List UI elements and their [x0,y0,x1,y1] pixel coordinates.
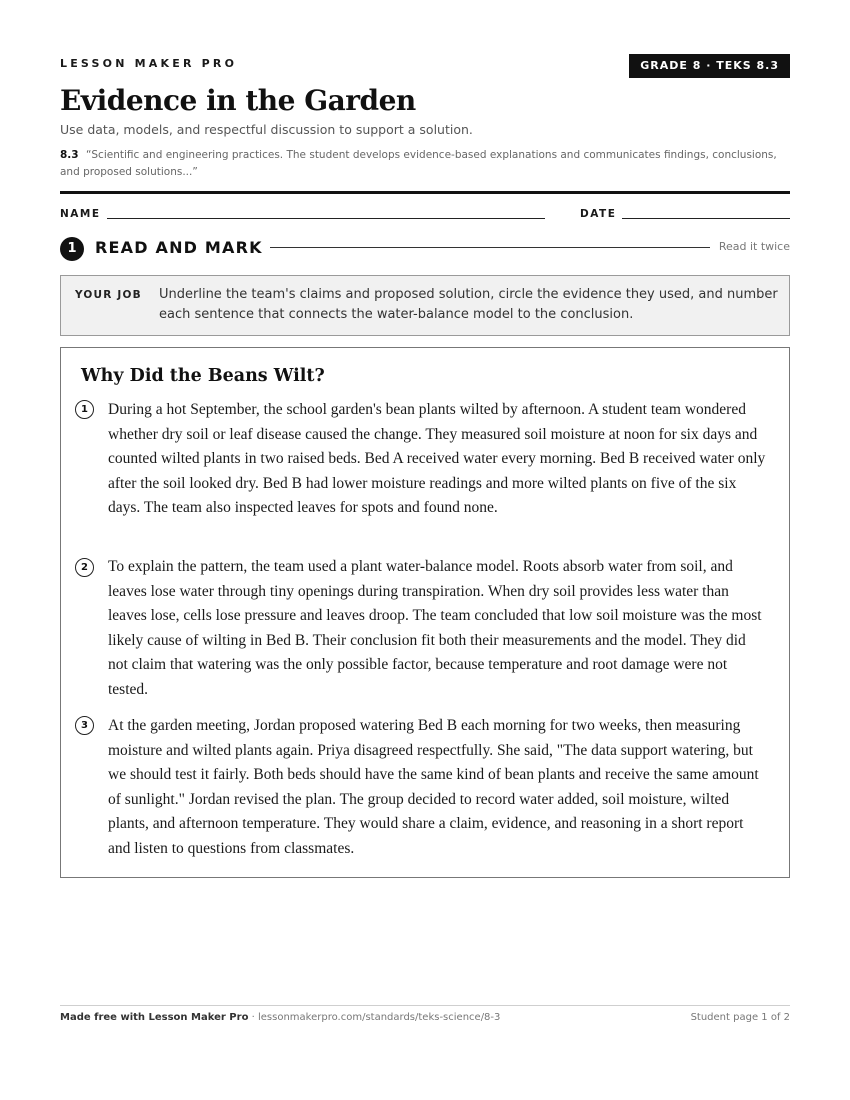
passage-paragraph: During a hot September, the school garden's bean plants wilted by afternoon. A student team wondered whether dry soil or leaf disease caused the change. They measured soil moisture at noon for six days and counted wilted plants in two raised beds. Bed A received water every morning. Bed B received water only after the soil looked dry. Bed B had lower moisture readings and more wilted plants on five of the six days. The team also inspected leaves for spots and found none. [108,401,766,516]
instructions-text: Underline the team's claims and proposed solution, circle the evidence they used, and number each sentence that connects the water-balance model to the conclusion. [159,287,778,322]
passage-title: Why Did the Beans Wilt? [81,366,325,386]
passage-paragraph: To explain the pattern, the team used a plant water-balance model. Roots absorb water from soil, and leaves lose water through tiny openings during transpiration. When dry soil provides less water than leaves lose, cells lose pressure and leaves droop. The team concluded that low soil moisture was the most likely cause of wilting in Bed B. Their conclusion fit both their measurements and the model. They did not claim that watering was the only possible factor, because temperature and root damage were not tested. [108,558,762,698]
name-label: NAME [60,208,101,220]
footer-divider [60,1005,790,1006]
passage-paragraph: At the garden meeting, Jordan proposed watering Bed B each morning for two weeks, then measuring moisture and wilted plants again. Priya disagreed respectfully. She said, "The data support watering, but we should test it fairly. Both beds should have the same kind of bean plants and receive the same amount of sunlight." Jordan revised the plan. The group decided to record water added, soil moisture, wilted plants, and afternoon temperature. They would share a claim, evidence, and reasoning in a short report and listen to questions from classmates. [108,717,759,857]
name-field[interactable] [107,218,545,219]
footer-url[interactable]: · lessonmakerpro.com/standards/teks-science/8-3 [251,1012,501,1023]
paragraph-number: 1 [75,400,94,419]
instructions-label: YOUR JOB [75,289,142,301]
section-number-badge: 1 [60,237,84,261]
page-subtitle: Use data, models, and respectful discussion to support a solution. [60,122,473,137]
instructions-box [60,275,790,336]
footer-made-with: Made free with Lesson Maker Pro [60,1012,249,1023]
page-title: Evidence in the Garden [60,84,416,117]
standard-quote: “Scientific and engineering practices. The student develops evidence-based explanations and communicates findings, conclusions, and proposed solutions...” [60,149,777,178]
section-title: READ AND MARK [95,238,263,257]
footer-credit [60,1012,500,1023]
footer-page-number: Student page 1 of 2 [690,1012,790,1023]
header-divider [60,191,790,194]
standard-code: 8.3 [60,149,79,161]
date-field[interactable] [622,218,790,219]
section-note: Read it twice [718,240,790,253]
paragraph-number: 2 [75,558,94,577]
standard-text [60,147,790,181]
reading-passage [60,347,790,878]
section-rule [270,247,710,248]
paragraph-number: 3 [75,716,94,735]
date-label: DATE [580,208,617,220]
brand-name: LESSON MAKER PRO [60,57,238,70]
grade-badge: GRADE 8 · TEKS 8.3 [629,54,790,78]
